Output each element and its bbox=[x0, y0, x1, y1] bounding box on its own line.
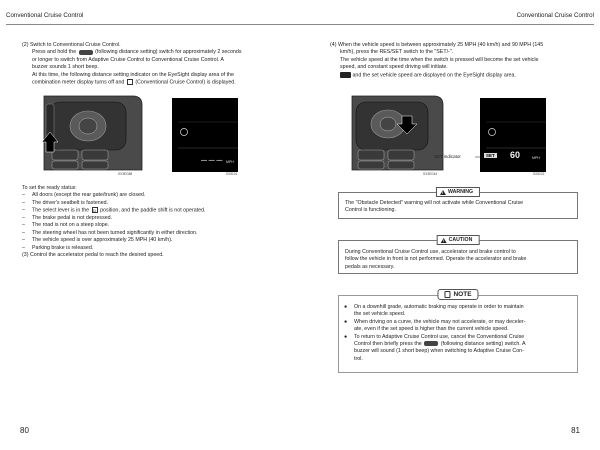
step2-line4: At this time, the following distance setting indicator on the EyeSight display area of the bbox=[32, 71, 234, 78]
speed-placeholder: — — — bbox=[201, 158, 223, 164]
right-page bbox=[300, 0, 600, 450]
step2-line2: or longer to switch from Adaptive Cruise Control to Conventional Cruise Control. A bbox=[32, 56, 224, 63]
left-header-rule bbox=[6, 24, 300, 25]
conventional-cruise-icon bbox=[127, 79, 133, 85]
note-box bbox=[338, 291, 578, 373]
step2-line3: buzzer sounds 1 short beep. bbox=[32, 64, 99, 71]
step2-block bbox=[22, 42, 287, 87]
step4-line2: speed, and constant speed driving will initiate. bbox=[340, 64, 448, 71]
note-heading: NOTE bbox=[437, 289, 478, 300]
warning-heading: ! WARNING bbox=[436, 187, 480, 197]
note-item-cont: the set vehicle speed. bbox=[354, 311, 406, 318]
note-item: ● When driving on a curve, the vehicle may not accelerate, or may deceler- bbox=[344, 318, 526, 325]
ready-item: – The steering wheel has not been turned significantly in either direction. bbox=[22, 229, 198, 236]
step4-title2: km/h), press the RES/SET switch to the "SET/-". bbox=[340, 49, 454, 56]
right-page-number: 81 bbox=[571, 426, 580, 435]
note-icon bbox=[444, 291, 450, 298]
figure-caption-1: SX3EG88 bbox=[118, 172, 133, 176]
steering-switch-figure-left bbox=[38, 92, 243, 178]
caution-heading: ! CAUTION bbox=[437, 235, 480, 245]
set-speed-value: 60 bbox=[510, 150, 521, 160]
caution-box bbox=[338, 237, 578, 274]
ready-item: – Parking brake is released. bbox=[22, 244, 94, 251]
speed-unit-left: MPH bbox=[226, 160, 234, 164]
ready-item: – All doors (except the rear gate/trunk) are closed. bbox=[22, 192, 146, 199]
note-item-cont: Control then briefly press the (following distance setting) switch. A bbox=[354, 341, 526, 348]
step4-block bbox=[330, 42, 592, 79]
distance-setting-icon bbox=[79, 50, 93, 55]
right-header-rule bbox=[300, 24, 594, 25]
distance-setting-icon bbox=[424, 341, 438, 346]
warning-text: The "Obstacle Detected" warning will not activate while Conventional Cruise Control is functioning. bbox=[345, 200, 524, 214]
speed-unit-right: MPH bbox=[532, 156, 540, 160]
set-icon bbox=[340, 72, 351, 78]
caution-text: During Conventional Cruise Control use, accelerator and brake control to follow the vehicle in front is not performed. Operate the accelerator and brake pedals as necessary. bbox=[345, 249, 527, 270]
step3: (3) Control the accelerator pedal to reach the desired speed. bbox=[22, 252, 164, 259]
caution-triangle-icon bbox=[441, 238, 447, 243]
ready-item: – The brake pedal is not depressed. bbox=[22, 215, 113, 222]
step2-line1: Press and hold the (following distance setting) switch for approximately 2 seconds bbox=[32, 49, 242, 56]
ready-item: – The vehicle speed is over approximately 25 MPH (40 km/h). bbox=[22, 237, 173, 244]
note-item-cont: trol. bbox=[354, 355, 363, 362]
ready-title: To set the ready status: bbox=[22, 185, 77, 191]
figure-caption-2: SX5101 bbox=[226, 172, 238, 176]
figure-caption-1: SX3EG44 bbox=[423, 172, 438, 176]
note-text bbox=[344, 304, 576, 363]
note-item: ● On a downhill grade, automatic braking may operate in order to maintain bbox=[344, 304, 524, 310]
step4-line3: and the set vehicle speed are displayed on the EyeSight display area. bbox=[330, 72, 592, 80]
warning-box bbox=[338, 189, 578, 219]
ready-item: – The driver's seatbelt is fastened. bbox=[22, 199, 109, 206]
steering-switch-figure-right bbox=[346, 92, 551, 178]
step4-title: (4) When the vehicle speed is between approximately 25 MPH (40 km/h) and 90 MPH (145 bbox=[330, 42, 544, 48]
ready-status-block bbox=[22, 185, 292, 259]
note-item: ● To return to Adaptive Cruise Control use, cancel the Conventional Cruise bbox=[344, 333, 525, 340]
step2-line5: combination meter display turns off and (Conventional Cruise Control) is displayed. bbox=[32, 79, 236, 86]
ready-item: – The select lever is in the D position, and the paddle shift is not operated. bbox=[22, 207, 206, 214]
set-indicator-badge: SET bbox=[486, 153, 495, 158]
step2-title: (2) Switch to Conventional Cruise Control. bbox=[22, 42, 121, 48]
left-page-number: 80 bbox=[20, 426, 29, 435]
warning-triangle-icon bbox=[440, 190, 446, 195]
step4-line1: The vehicle speed at the time when the switch is pressed will become the set vehicle bbox=[340, 56, 539, 63]
set-indicator-label: SET indicator bbox=[434, 154, 461, 159]
left-running-header: Conventional Cruise Control bbox=[6, 12, 84, 19]
ready-item: – The road is not on a steep slope. bbox=[22, 222, 110, 229]
d-position-icon: D bbox=[93, 208, 97, 214]
res-set-switch-illustration bbox=[346, 92, 551, 178]
figure-caption-2: SX5102 bbox=[533, 172, 545, 176]
note-item-cont: buzzer will sound (1 short beep) when switching to Adaptive Cruise Con- bbox=[354, 348, 524, 355]
right-running-header: Conventional Cruise Control bbox=[516, 12, 594, 19]
steering-wheel-switch-illustration bbox=[38, 92, 243, 178]
note-item-cont: ate, even if the set speed is higher than the current vehicle speed. bbox=[354, 326, 509, 333]
